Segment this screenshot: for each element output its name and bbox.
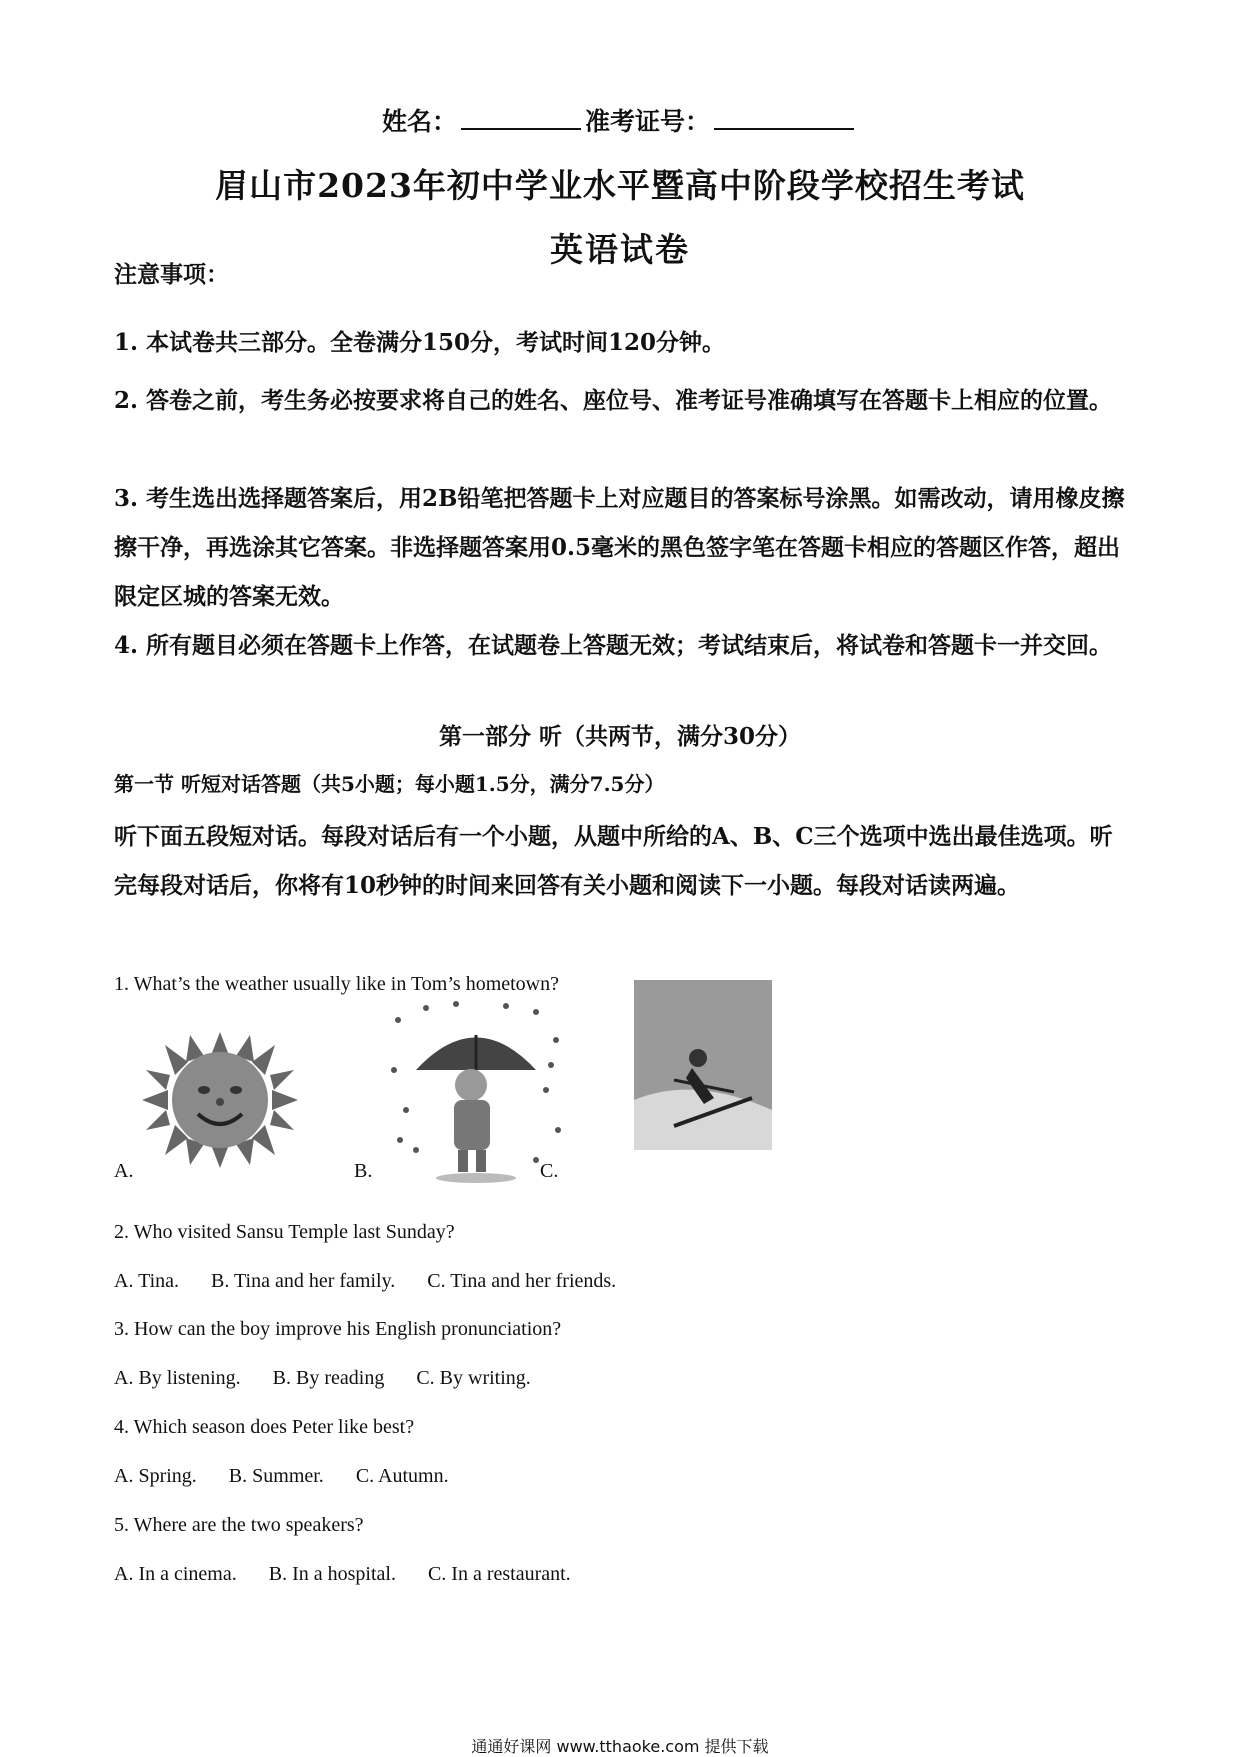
- option-b-label: B.: [354, 1160, 373, 1182]
- footer-watermark: 通通好课网 www.tthaoke.com 提供下载: [471, 1737, 769, 1756]
- note-item: 2. 答卷之前，考生务必按要求将自己的姓名、座位号、准考证号准确填写在答题卡上相应的位置。: [114, 387, 1113, 414]
- name-blank: [461, 106, 581, 130]
- name-label: 姓名：: [381, 107, 457, 136]
- notes-heading: 注意事项：: [114, 261, 229, 288]
- option-a-label: A.: [114, 1160, 134, 1182]
- question-5-stem: 5. Where are the two speakers?: [114, 1514, 364, 1536]
- option-a: A. Spring.: [114, 1465, 197, 1487]
- sun-smiling-picture: [140, 1030, 300, 1170]
- option-a: A. Tina.: [114, 1270, 180, 1292]
- exam-title: 眉山市2023年初中学业水平暨高中阶段学校招生考试: [215, 166, 1025, 205]
- option-b: B. Tina and her family.: [211, 1270, 396, 1292]
- snow-skiing-picture: [634, 980, 772, 1150]
- question-1-pictures: [114, 1010, 794, 1200]
- option-a: A. In a cinema.: [114, 1563, 237, 1585]
- question-2-options: [114, 1270, 648, 1293]
- option-b: B. By reading: [272, 1367, 385, 1389]
- question-3-options: [114, 1367, 563, 1390]
- exam-number-blank: [714, 106, 854, 130]
- question-1-stem: 1. What’s the weather usually like in Tom’s hometown?: [114, 973, 559, 995]
- option-c: C. In a restaurant.: [427, 1563, 571, 1585]
- option-c: C. By writing.: [416, 1367, 531, 1389]
- option-b: B. In a hospital.: [268, 1563, 396, 1585]
- option-c-label: C.: [540, 1160, 559, 1182]
- option-b: B. Summer.: [228, 1465, 324, 1487]
- section-one-title: 第一节 听短对话答题（共5小题；每小题1.5分，满分7.5分）: [114, 772, 665, 796]
- option-c: C. Tina and her friends.: [427, 1270, 617, 1292]
- question-3-stem: 3. How can the boy improve his English pronunciation?: [114, 1318, 562, 1340]
- exam-number-label: 准考证号：: [585, 107, 711, 136]
- rain-umbrella-picture: [386, 1000, 566, 1190]
- note-item: 1. 本试卷共三部分。全卷满分150分，考试时间120分钟。: [114, 329, 726, 356]
- part-one-title: 第一部分 听（共两节，满分30分）: [438, 723, 801, 750]
- question-4-options: [114, 1465, 481, 1488]
- option-c: C. Autumn.: [355, 1465, 449, 1487]
- question-2-stem: 2. Who visited Sansu Temple last Sunday?: [114, 1221, 455, 1243]
- option-a: A. By listening.: [114, 1367, 241, 1389]
- note-item: 3. 考生选出选择题答案后，用2B铅笔把答题卡上对应题目的答案标号涂黑。如需改动，请用橡皮擦擦干净，再选涂其它答案。非选择题答案用0.5毫米的黑色签字笔在答题卡相应的答题区作答，超出限定区城的答案无效。: [114, 485, 1125, 610]
- question-4-stem: 4. Which season does Peter like best?: [114, 1416, 415, 1438]
- note-item: 4. 所有题目必须在答题卡上作答，在试题卷上答题无效；考试结束后，将试卷和答题卡一并交回。: [114, 632, 1113, 659]
- question-5-options: [114, 1563, 603, 1586]
- candidate-info-line: [0, 102, 1240, 138]
- section-one-instructions: 听下面五段短对话。每段对话后有一个小题，从题中所给的A、B、C三个选项中选出最佳选项。听完每段对话后，你将有10秒钟的时间来回答有关小题和阅读下一小题。每段对话读两遍。: [114, 823, 1113, 899]
- exam-subtitle: 英语试卷: [550, 230, 690, 269]
